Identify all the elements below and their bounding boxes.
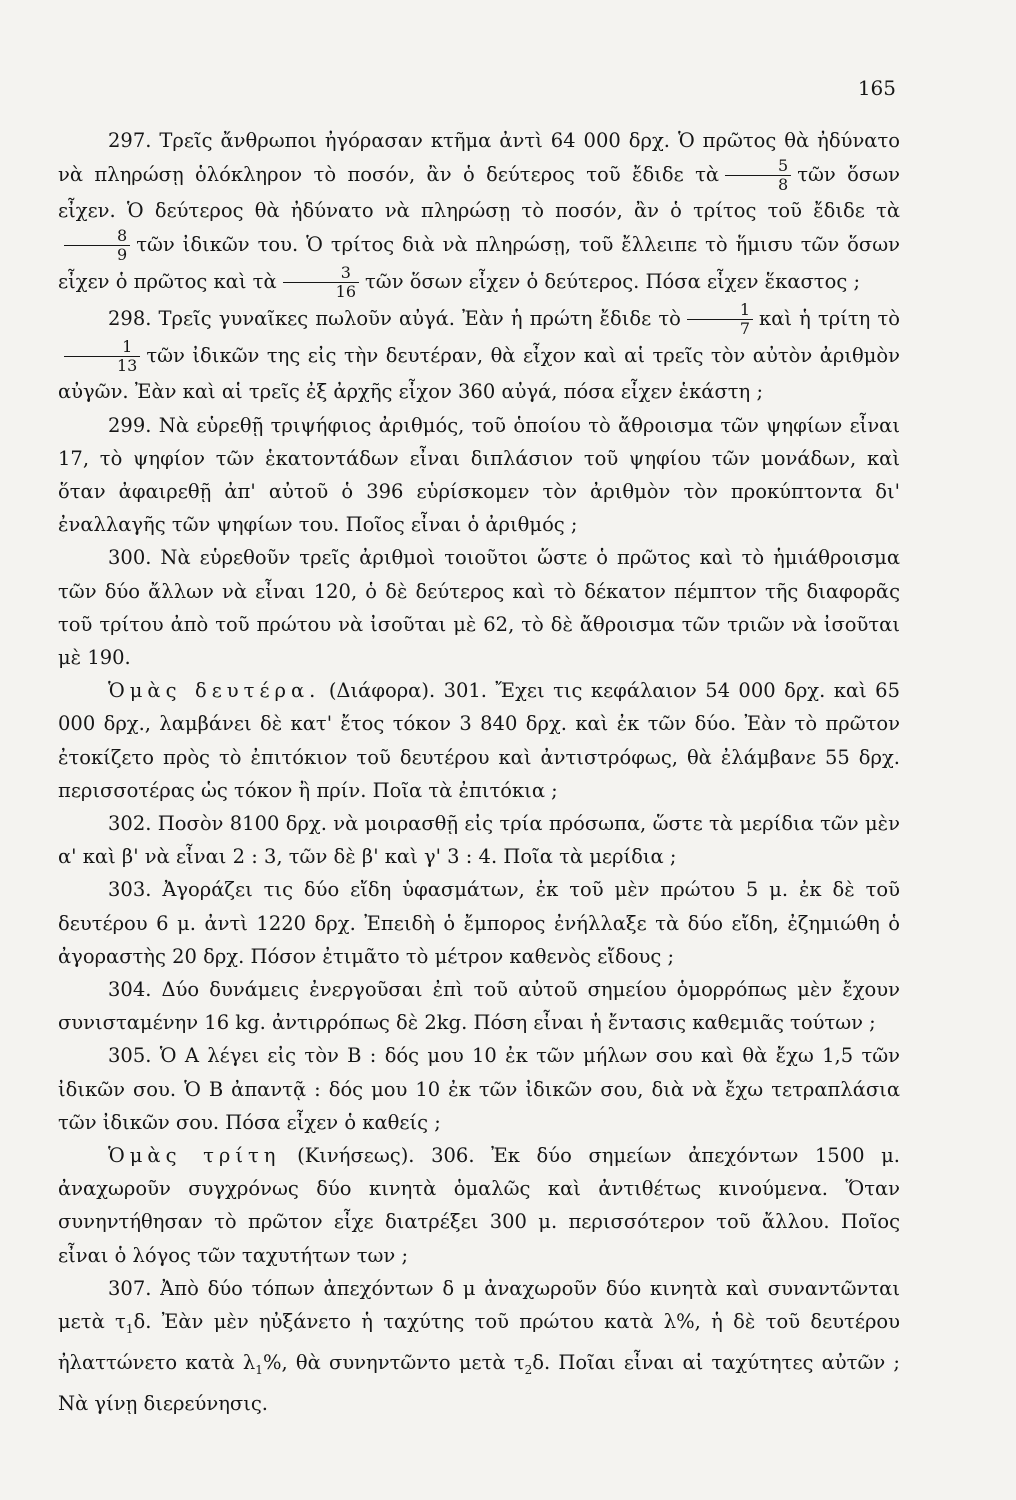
subscript: 2: [524, 1363, 533, 1378]
subscript: 1: [125, 1321, 134, 1336]
problem-306: [58, 1139, 900, 1272]
problem-297: [58, 124, 900, 301]
problem-304: 304. Δύο δυνάμεις ἐνεργοῦσαι ἐπὶ τοῦ αὐτοῦ σημείου ὁμορρόπως μὲν ἔχουν συνισταμένην 16 kg. ἀντιρρόπως δὲ 2kg. Πόση εἶναι ἡ ἔντασις καθεμιᾶς τούτων ;: [58, 978, 900, 1035]
problem-299: 299. Νὰ εὑρεθῇ τριψήφιος ἀριθμός, τοῦ ὁποίου τὸ ἄθροισμα τῶν ψηφίων εἶναι 17, τὸ ψηφίον τῶν ἑκατοντάδων εἶναι διπλάσιον τοῦ ψηφίου τῶν μονάδων, καὶ ὅταν ἀφαιρεθῇ ἀπ' αὐτοῦ ὁ 396 εὑρίσκομεν τὸν ἀριθμὸν τὸν προκύπτοντα δι' ἐναλλαγῆς τῶν ψηφίων του. Ποῖος εἶναι ὁ ἀριθμός ;: [58, 413, 900, 537]
text-segment: (Διάφορα). 301. Ἔχει τις κεφάλαιον 54 000 δρχ. καὶ 65 000 δρχ., λαμβάνει δὲ κατ' ἔτος τόκον 3 840 δρχ. καὶ ἐκ τῶν δύο. Ἐὰν τὸ πρῶτον ἐτοκίζετο πρὸς τὸ ἐπιτόκιον τοῦ δευτέρου καὶ ἀντιστρόφως, θὰ ἐλάμβανε 55 δρχ. περισσοτέρας ὡς τόκον ἢ πρίν. Ποῖα τὰ ἐπιτόκια ;: [58, 679, 900, 802]
fraction: [687, 301, 753, 338]
problem-305: 305. Ὁ Α λέγει εἰς τὸν Β : δός μου 10 ἐκ τῶν μήλων σου καὶ θὰ ἔχω 1,5 τῶν ἰδικῶν σου. Ὁ Β ἀπαντᾷ : δός μου 10 ἐκ τῶν ἰδικῶν σου, διὰ νὰ ἔχω τετραπλάσια τῶν ἰδικῶν σου. Πόσα εἶχεν ὁ καθείς ;: [58, 1044, 900, 1134]
page-number: 165: [857, 76, 896, 100]
fraction-denominator: 16: [335, 282, 357, 302]
text-segment: τῶν ὅσων εἶχεν ὁ δεύτερος. Πόσα εἶχεν ἕκαστος ;: [365, 270, 861, 294]
text-segment: καὶ ἡ τρίτη τὸ: [759, 307, 900, 331]
problem-307: [58, 1272, 900, 1421]
text-segment: 298. Τρεῖς γυναῖκες πωλοῦν αὐγά. Ἐὰν ἡ πρώτη ἔδιδε τὸ: [108, 307, 681, 331]
fraction: [64, 227, 130, 264]
problem-300: 300. Νὰ εὑρεθοῦν τρεῖς ἀριθμοὶ τοιοῦτοι ὥστε ὁ πρῶτος καὶ τὸ ἡμιάθροισμα τῶν δύο ἄλλων νὰ εἶναι 120, ὁ δὲ δεύτερος καὶ τὸ δέκατον πέμπτον τῆς διαφορᾶς τοῦ τρίτου ἀπὸ τοῦ πρώτου νὰ ἰσοῦται μὲ 62, τὸ δὲ ἄθροισμα τῶν τριῶν νὰ ἰσοῦται μὲ 190.: [58, 546, 900, 670]
page-content: [58, 124, 900, 1420]
fraction-numerator: 1: [64, 338, 140, 357]
fraction: [64, 338, 140, 375]
fraction: [725, 157, 791, 194]
fraction-denominator: 13: [117, 356, 138, 376]
fraction-denominator: 8: [778, 175, 789, 195]
problem-302: 302. Ποσὸν 8100 δρχ. νὰ μοιρασθῇ εἰς τρία πρόσωπα, ὥστε τὰ μερίδια τῶν μὲν α' καὶ β' νὰ εἶναι 2 : 3, τῶν δὲ β' καὶ γ' 3 : 4. Ποῖα τὰ μερίδια ;: [58, 812, 900, 869]
text-segment: τῶν ἰδικῶν της εἰς τὴν δευτέραν, θὰ εἶχον καὶ αἱ τρεῖς τὸν αὐτὸν ἀριθμὸν αὐγῶν. Ἐὰν καὶ αἱ τρεῖς ἐξ ἀρχῆς εἶχον 360 αὐγά, πόσα εἶχεν ἑκάστη ;: [58, 344, 900, 404]
text-segment: 307. Ἀπὸ δύο τόπων ἀπεχόντων δ μ ἀναχωροῦν δύο κινητὰ καὶ συναντῶνται μετὰ τ: [58, 1276, 900, 1334]
problem-298: [58, 301, 900, 408]
fraction-numerator: 3: [283, 264, 359, 283]
text-segment: δ. Ἐὰν μὲν ηὐξάνετο ἡ ταχύτης τοῦ πρώτου κατὰ λ%, ἡ δὲ τοῦ δευτέρου ἠλαττώνετο κατὰ λ: [58, 1310, 901, 1375]
subscript: 1: [255, 1363, 263, 1378]
text-segment: τῶν ἰδικῶν του. Ὁ τρίτος διὰ νὰ πληρώσῃ, τοῦ ἔλλειπε τὸ ἥμισυ τῶν ὅσων εἶχεν ὁ πρῶτος καὶ τὰ: [58, 233, 900, 294]
group-heading: Ὁμὰς δευτέρα.: [108, 679, 321, 703]
fraction-numerator: 5: [725, 157, 791, 176]
text-segment: %, θὰ συνηντῶντο μετὰ τ: [262, 1351, 525, 1375]
text-segment: 297. Τρεῖς ἄνθρωποι ἠγόρασαν κτῆμα ἀντὶ 64 000 δρχ. Ὁ πρῶτος θὰ ἠδύνατο νὰ πληρώσῃ ὁλόκληρον τὸ ποσόν, ἂν ὁ δεύτερος τοῦ ἔδιδε τὰ: [58, 129, 900, 187]
fraction-denominator: 7: [739, 319, 751, 339]
text-segment: τῶν ὅσων εἶχεν. Ὁ δεύτερος θὰ ἠδύνατο νὰ πληρώσῃ τὸ ποσόν, ἂν ὁ τρίτος τοῦ ἔδιδε τὰ: [58, 163, 900, 223]
fraction-numerator: 8: [64, 227, 130, 246]
text-segment: δ. Ποῖαι εἶναι αἱ ταχύτητες αὐτῶν ; Νὰ γίνῃ διερεύνησις.: [58, 1351, 900, 1416]
problem-303: 303. Ἀγοράζει τις δύο εἴδη ὑφασμάτων, ἐκ τοῦ μὲν πρώτου 5 μ. ἐκ δὲ τοῦ δευτέρου 6 μ. ἀντὶ 1220 δρχ. Ἐπειδὴ ὁ ἔμπορος ἐνήλλαξε τὰ δύο εἴδη, ἐζημιώθη ὁ ἀγοραστὴς 20 δρχ. Πόσον ἐτιμᾶτο τὸ μέτρον καθενὸς εἴδους ;: [58, 878, 900, 968]
fraction: [283, 264, 359, 301]
fraction-numerator: 1: [687, 301, 753, 320]
problem-301: [58, 674, 900, 807]
group-heading: Ὁμὰς τρίτη: [108, 1144, 281, 1168]
fraction-denominator: 9: [117, 245, 128, 265]
text-segment: (Κινήσεως). 306. Ἐκ δύο σημείων ἀπεχόντων 1500 μ. ἀναχωροῦν συγχρόνως δύο κινητὰ ὁμαλῶς καὶ ἀντιθέτως κινούμενα. Ὅταν συνηντήθησαν τὸ πρῶτον εἶχε διατρέξει 300 μ. περισσότερον τοῦ ἄλλου. Ποῖος εἶναι ὁ λόγος τῶν ταχυτήτων των ;: [58, 1144, 900, 1267]
